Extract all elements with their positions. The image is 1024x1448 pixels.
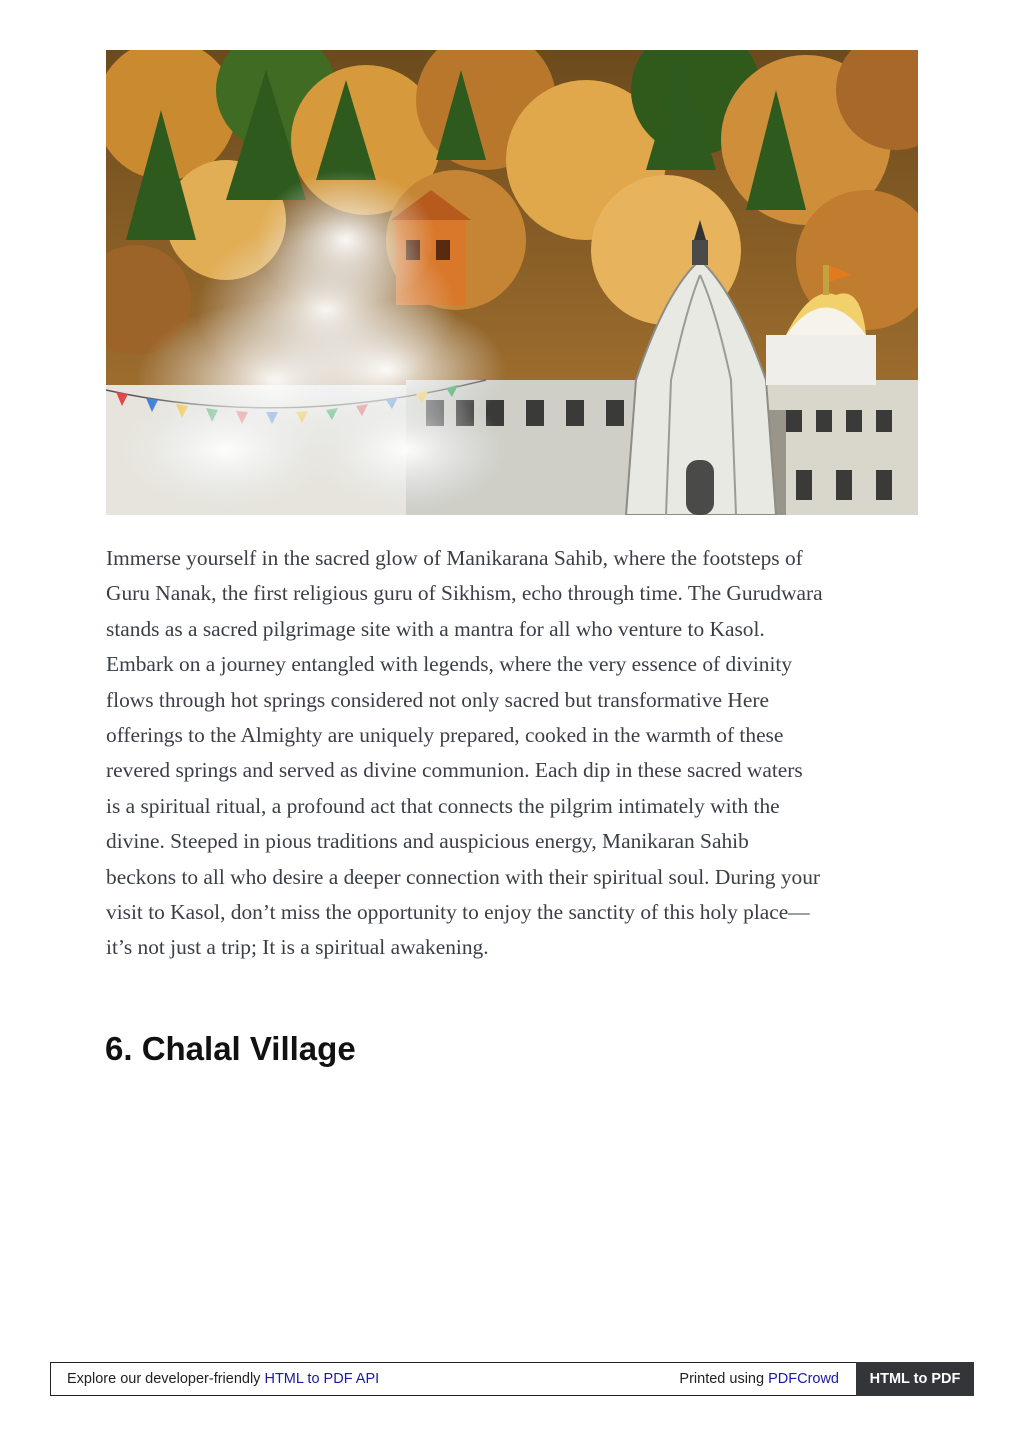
footer-promo bbox=[67, 1363, 379, 1395]
paragraph-line: divine. Steeped in pious traditions and auspicious energy, Manikaran Sahib bbox=[106, 829, 749, 854]
html-to-pdf-badge[interactable]: HTML to PDF bbox=[856, 1362, 974, 1396]
paragraph-line: Immerse yourself in the sacred glow of Manikarana Sahib, where the footsteps of bbox=[106, 546, 803, 570]
paragraph-line: flows through hot springs considered not only sacred but transformative Here bbox=[106, 687, 769, 712]
temple-hillside-illustration bbox=[106, 50, 918, 515]
paragraph-line: beckons to all who desire a deeper connection with their spiritual soul. During your bbox=[106, 864, 821, 889]
footer-printed-text: Printed using bbox=[679, 1371, 769, 1387]
paragraph-line: stands as a sacred pilgrimage site with a mantra for all who venture to Kasol. bbox=[106, 616, 765, 641]
article-paragraph bbox=[106, 541, 921, 966]
footer-printed-using bbox=[679, 1363, 839, 1395]
paragraph-line: Embark on a journey entangled with legends, where the very essence of divinity bbox=[106, 652, 793, 677]
article-photo bbox=[106, 50, 918, 515]
paragraph-line: Guru Nanak, the first religious guru of Sikhism, echo through time. The Gurudwara bbox=[106, 581, 823, 606]
footer-promo-text: Explore our developer-friendly bbox=[67, 1371, 265, 1387]
paragraph-line: visit to Kasol, don’t miss the opportunity to enjoy the sanctity of this holy place— bbox=[106, 900, 810, 925]
html-to-pdf-api-link[interactable]: HTML to PDF API bbox=[264, 1371, 380, 1387]
paragraph-line: is a spiritual ritual, a profound act that connects the pilgrim intimately with the bbox=[106, 793, 780, 818]
pdfcrowd-link[interactable]: PDFCrowd bbox=[768, 1371, 839, 1387]
pdfcrowd-footer bbox=[50, 1362, 974, 1396]
section-heading: 6. Chalal Village bbox=[105, 1030, 356, 1067]
paragraph-line: revered springs and served as divine communion. Each dip in these sacred waters bbox=[106, 758, 803, 783]
paragraph-line: offerings to the Almighty are uniquely prepared, cooked in the warmth of these bbox=[106, 723, 784, 748]
paragraph-line: it’s not just a trip; It is a spiritual awakening. bbox=[106, 935, 489, 960]
